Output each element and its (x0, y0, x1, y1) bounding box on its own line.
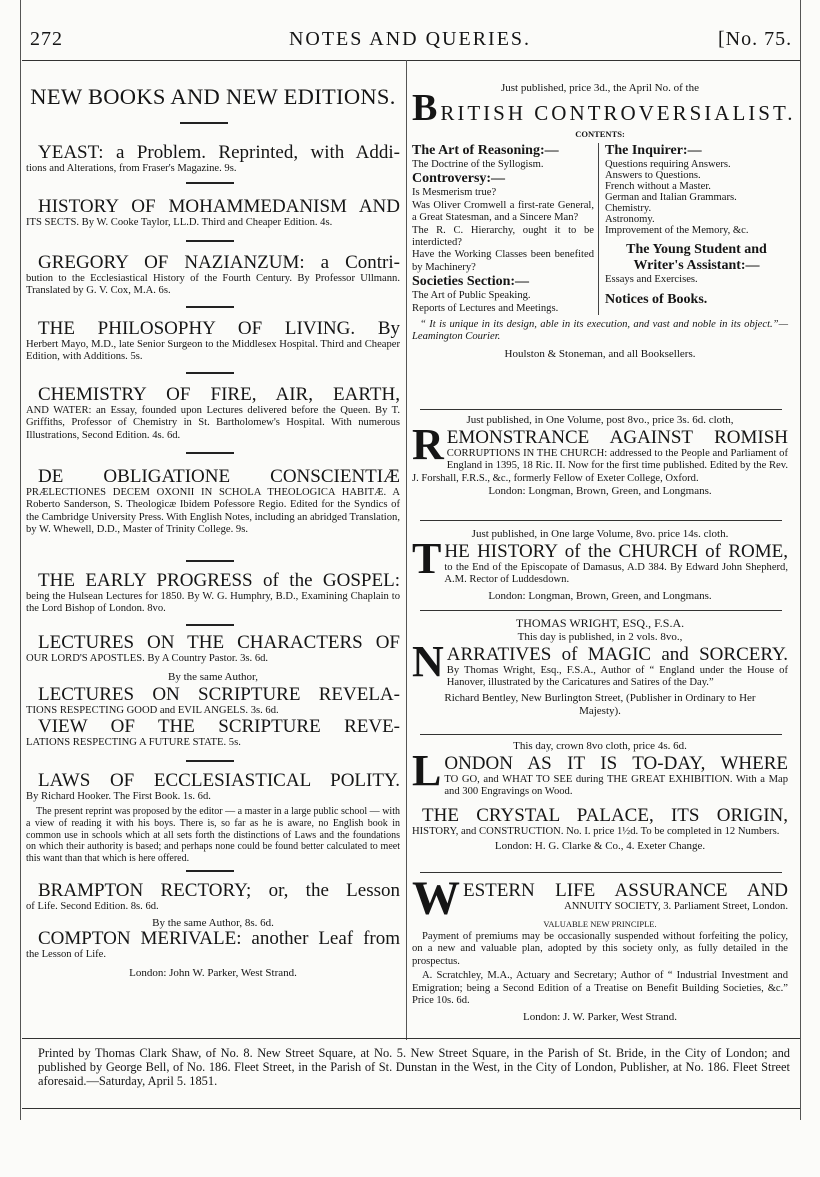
contents-item: Astronomy. (605, 214, 655, 225)
contents-item: Reports of Lectures and Meetings. (412, 302, 559, 314)
ad-title: LECTURES ON SCRIPTURE REVELA- (38, 684, 400, 705)
contents-item: The Doctrine of the Syllogism. (412, 159, 544, 170)
separator (186, 452, 234, 454)
printer-imprint: Printed by Thomas Clark Shaw, of No. 8. New Street Square, at No. 5. New Street Square, in the Parish of St. Bride, in the City of London; and published by George Bell, of No. 186. Fleet Street, in the Parish of St. Dunstan in the West, in the City of London, Publisher, at No. 186. Fleet Street aforesaid.—Saturday, April 5. 1851. (38, 1046, 790, 1088)
ad-note: By the same Author, (168, 671, 258, 684)
contents-heading: Controversy:— (412, 171, 506, 187)
ad-body: the Lesson of Life. (26, 949, 107, 960)
page-border-left (20, 0, 21, 1120)
contents-heading: The Art of Reasoning:— (412, 143, 559, 158)
page-number: 272 (30, 28, 63, 50)
ad-body: PRÆLECTIONES DECEM OXONII IN SCHOLA THEOLOGICA HABITÆ. A Roberto Sanderson, S. Theologicæ Ibidem Pofessore Regio. Edited for the Syndics of the Cambridge University Press. With English Notes, including an abridged Translation, by W. Whewell, D.D., Master of Trinity College. 9s. (26, 487, 400, 536)
ad-description: The present reprint was proposed by the editor — a master in a large public school — with a view of reading it with his boys. There is, so far as he is aware, no English book in common use in schools which at all sets forth the distinctions of Laws and the foundations on which their authority is based; and perhaps none could be found better calculated to meet this want than that which is here offered. (26, 806, 400, 864)
ad-title: ONDON AS IT IS TO-DAY, WHERE (444, 753, 788, 774)
ad-title: RITISH CONTROVERSIALIST. (440, 101, 796, 125)
ad-british-controversialist (412, 82, 796, 361)
contents-item: German and Italian Grammars. (605, 192, 737, 203)
drop-cap: R (412, 420, 444, 469)
contents-item: The R. C. Hierarchy, ought it to be interdicted? (412, 224, 594, 249)
separator (420, 409, 782, 410)
contents-item: Answers to Questions. (605, 170, 701, 181)
ad-chemistry (26, 384, 400, 442)
contents-item: The Art of Public Speaking. (412, 290, 531, 302)
separator (180, 122, 228, 124)
ad-title: COMPTON MERIVALE: another Leaf from (38, 928, 400, 949)
ad-author: THOMAS WRIGHT, ESQ., F.S.A. (515, 616, 685, 630)
ad-intro: This day, crown 8vo cloth, price 4s. 6d. (513, 740, 687, 752)
ad-body: LATIONS RESPECTING A FUTURE STATE. 5s. (26, 737, 241, 748)
section-title: NEW BOOKS AND NEW EDITIONS. (30, 84, 396, 109)
contents-column-2 (599, 143, 788, 315)
ad-title: HISTORY OF MOHAMMEDANISM AND (38, 196, 400, 217)
ad-title: DE OBLIGATIONE CONSCIENTIÆ (38, 466, 400, 487)
separator (420, 520, 782, 521)
ad-title: THE PHILOSOPHY OF LIVING. By (38, 318, 400, 339)
ad-imprint: London: Longman, Brown, Green, and Longmans. (488, 589, 712, 602)
ad-title: ARRATIVES of MAGIC and SORCERY. (446, 644, 788, 665)
ad-title: THE EARLY PROGRESS of the GOSPEL: (38, 570, 400, 591)
ad-body: HISTORY, and CONSTRUCTION. No. I. price 1½d. To be completed in 12 Numbers. (412, 825, 780, 837)
ad-intro: This day is published, in 2 vols. 8vo., (517, 631, 683, 643)
ad-title: BRAMPTON RECTORY; or, the Lesson (38, 880, 400, 901)
footer-rule (22, 1038, 800, 1039)
ad-title: ESTERN LIFE ASSURANCE AND (463, 880, 788, 901)
contents-heading: Societies Section:— (412, 274, 530, 290)
ad-imprint: London: Longman, Brown, Green, and Longmans. (488, 485, 712, 498)
separator (186, 870, 234, 872)
column-divider (406, 60, 407, 1040)
ad-body: TO GO, and WHAT TO SEE during THE GREAT EXHIBITION. With a Map and 300 Engravings on Wood. (444, 774, 788, 798)
separator (186, 306, 234, 308)
ad-title: LECTURES ON THE CHARACTERS OF (38, 632, 400, 653)
ad-body: TIONS RESPECTING GOOD and EVIL ANGELS. 3s. 6d. (26, 705, 279, 716)
separator (186, 182, 234, 184)
ad-yeast (26, 142, 400, 175)
ad-western-life (412, 872, 788, 1024)
contents-heading: The Young Student and Writer's Assistant:— (626, 242, 767, 273)
ad-body: bution to the Ecclesiastical History of the Fourth Century. By Professor Ullmann. Translated by G. V. Cox, M.A. 6s. (26, 273, 400, 297)
separator (420, 872, 782, 873)
drop-cap: N (412, 637, 444, 686)
ad-lectures-scripture (26, 684, 400, 717)
separator (186, 240, 234, 242)
ad-title: LAWS OF ECCLESIASTICAL POLITY. (38, 770, 400, 791)
ad-early-progress (26, 570, 400, 616)
ad-title: YEAST: a Problem. Reprinted, with Addi- (38, 142, 400, 163)
issue-number: [No. 75. (718, 28, 793, 50)
ad-body: AND WATER: an Essay, founded upon Lectures delivered before the Queen. By T. Griffiths, Professor of Chemistry in St. Bartholomew's Hospital. With numerous Illustrations, Second Edition. 4s. 6d. (26, 405, 400, 441)
ad-body: OUR LORD'S APOSTLES. By A Country Pastor. 3s. 6d. (26, 653, 269, 664)
ad-description: A. Scratchley, M.A., Actuary and Secretary; Author of “ Industrial Investment and Emigration; being a Second Edition of a Treatise on Benefit Building Societies, &c.” Price 10s. 6d. (412, 970, 788, 1007)
ad-imprint: London: H. G. Clarke & Co., 4. Exeter Change. (494, 840, 706, 853)
ad-intro: Just published, in One Volume, post 8vo., price 3s. 6d. cloth, (466, 414, 734, 426)
ad-philosophy (26, 318, 400, 364)
header-rule (22, 60, 800, 61)
ad-imprint: Richard Bentley, New Burlington Street, (Publisher in Ordinary to Her Majesty). (444, 691, 756, 717)
ad-laws-polity (26, 770, 400, 864)
ad-body: By Richard Hooker. The First Book. 1s. 6d. (26, 791, 211, 802)
ad-remonstrance (412, 414, 788, 498)
ad-imprint: London: John W. Parker, West Strand. (129, 967, 297, 980)
ad-label: VALUABLE NEW PRINCIPLE. (543, 919, 657, 929)
contents-item: Was Oliver Cromwell a first-rate General, a Great Statesman, and a Sincere Man? (412, 199, 594, 224)
ad-title: THE CRYSTAL PALACE, ITS ORIGIN, (422, 804, 788, 826)
ad-note: By the same Author, 8s. 6d. (152, 917, 274, 930)
ad-title: EMONSTRANCE AGAINST ROMISH (446, 427, 788, 448)
drop-cap: T (412, 534, 442, 583)
ad-view-scripture (26, 716, 400, 749)
press-quote: “ It is unique in its design, able in its execution, and vast and noble in its object.”—Leamington Courier. (412, 319, 788, 343)
contents-heading: The Inquirer:— (605, 143, 702, 158)
journal-title: NOTES AND QUERIES. (288, 28, 532, 50)
contents-item: Chemistry. (605, 203, 652, 214)
ad-london-today (412, 740, 788, 853)
contents-item: Questions requiring Answers. (605, 159, 731, 170)
separator (420, 734, 782, 735)
separator (186, 372, 234, 374)
contents-item: Is Mesmerism true? (412, 187, 497, 199)
contents-item: Have the Working Classes been benefited by Machinery? (412, 249, 594, 273)
ad-body: being the Hulsean Lectures for 1850. By W. G. Humphry, B.D., Examining Chaplain to the Lord Bishop of London. 8vo. (26, 591, 400, 615)
ad-title: HE HISTORY of the CHURCH of ROME, (444, 541, 788, 562)
contents-item: French without a Master. (605, 181, 711, 192)
ad-description: Payment of premiums may be occasionally suspended without forfeiting the policy, on a new and valuable plan, adopted by this society only, as fully detailed in the prospectus. (412, 931, 788, 967)
separator (186, 560, 234, 562)
drop-cap: W (412, 872, 460, 925)
separator (186, 760, 234, 762)
ad-title: VIEW OF THE SCRIPTURE REVE- (38, 716, 400, 737)
ad-title: GREGORY OF NAZIANZUM: a Contri- (38, 252, 400, 273)
ad-intro: Just published, price 3d., the April No. of the (501, 82, 699, 94)
ad-intro: Just published, in One large Volume, 8vo. price 14s. cloth. (471, 528, 729, 540)
contents-item: Essays and Exercises. (605, 274, 698, 285)
ad-body: ITS SECTS. By W. Cooke Taylor, LL.D. Third and Cheaper Edition. 4s. (26, 217, 333, 228)
ad-body: Herbert Mayo, M.D., late Senior Surgeon to the Middlesex Hospital. Third and Cheaper Edition, with Additions. 5s. (26, 339, 400, 363)
ad-title: CHEMISTRY OF FIRE, AIR, EARTH, (38, 384, 400, 405)
drop-cap: L (412, 746, 442, 795)
ad-body: By Thomas Wright, Esq., F.S.A., Author of “ England under the House of Hanover, illustrated by the Caricatures and Satires of the Day.” (446, 665, 788, 689)
page-border-right (800, 0, 801, 1120)
contents-label: CONTENTS: (575, 129, 625, 139)
ad-gregory (26, 252, 400, 298)
ad-compton (26, 928, 400, 980)
drop-cap: B (412, 87, 441, 129)
ad-body: tions and Alterations, from Fraser's Magazine. 9s. (26, 163, 237, 174)
separator (420, 610, 782, 611)
ad-lectures-apostles (26, 632, 400, 684)
footer-bottom-rule (22, 1108, 800, 1109)
contents-column-1 (412, 143, 599, 315)
contents-item: Improvement of the Memory, &c. (605, 225, 749, 236)
ad-body: ANNUITY SOCIETY, 3. Parliament Street, London. (564, 901, 788, 912)
ad-body: CORRUPTIONS IN THE CHURCH: addressed to the People and Parliament of England in 1395, 18 Ric. II. Now for the first time published. Edited by the Rev. J. Forshall, F.R.S., &c., formerly Fellow of Exeter College, Oxford. (412, 448, 788, 484)
separator (186, 624, 234, 626)
ad-mohammedanism (26, 196, 400, 229)
ad-de-obligatione (26, 466, 400, 537)
ad-history-rome (412, 528, 788, 603)
ad-imprint: London: J. W. Parker, West Strand. (523, 1011, 677, 1024)
ad-body: of Life. Second Edition. 8s. 6d. (26, 901, 159, 912)
ad-brampton (26, 880, 400, 930)
ad-narratives-magic (412, 616, 788, 718)
contents-heading: Notices of Books. (605, 292, 708, 308)
ad-body: to the End of the Episcopate of Damasus, A.D 384. By Edward John Shepherd, A.M. Rector of Luddesdown. (444, 562, 788, 586)
ad-imprint: Houlston & Stoneman, and all Booksellers. (504, 347, 696, 360)
